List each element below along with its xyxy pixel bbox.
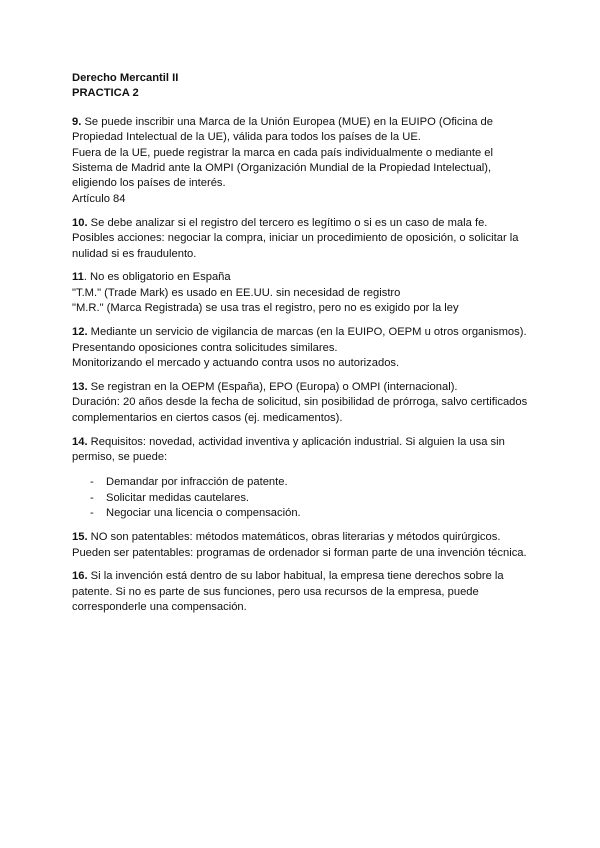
answer-text: Si la invención está dentro de su labor habitual, la empresa tiene derechos sobre la	[87, 570, 504, 583]
answer-number: 13.	[72, 380, 88, 393]
answer-text: Fuera de la UE, puede registrar la marca en cada país individualmente o mediante el	[72, 146, 494, 159]
answer-number: 11	[72, 271, 84, 284]
practice-title: PRACTICA 2	[72, 87, 139, 100]
answer-text: Monitorizando el mercado y actuando contra usos no autorizados.	[72, 357, 400, 369]
answer-number: 16.	[72, 570, 88, 583]
list-item	[72, 475, 532, 490]
answer-number: 15.	[72, 531, 88, 544]
list-item-text: Solicitar medidas cautelares.	[106, 491, 250, 504]
answer-text: nulidad si es fraudulento.	[72, 247, 197, 260]
answer-text: Presentando oposiciones contra solicitudes similares.	[72, 341, 338, 354]
answer-13	[72, 380, 532, 426]
answer-text: patente. Si no es parte de sus funciones, pero usa recursos de la empresa, puede	[72, 585, 479, 598]
answer-text: Posibles acciones: negociar la compra, iniciar un procedimiento de oposición, o solicitar la	[72, 232, 519, 245]
answer-number: 14.	[72, 435, 88, 448]
answer-text: Sistema de Madrid ante la OMPI (Organización Mundial de la Propiedad Intelectual),	[72, 162, 492, 175]
answer-text: Duración: 20 años desde la fecha de solicitud, sin posibilidad de prórroga, salvo certificados	[72, 396, 528, 409]
answer-9	[72, 115, 532, 207]
answer-text: Se debe analizar si el registro del tercero es legítimo o si es un caso de mala fe.	[87, 216, 488, 229]
document-body	[72, 71, 532, 624]
list-item	[72, 506, 532, 521]
subject-title: Derecho Mercantil II	[72, 72, 179, 84]
bullet-marker: -	[90, 507, 94, 520]
answer-text: Se registran en la OEPM (España), EPO (Europa) o OMPI (internacional).	[87, 380, 458, 393]
answer-10	[72, 216, 532, 262]
bullet-list	[72, 475, 532, 521]
answer-text: "T.M." (Trade Mark) es usado en EE.UU. sin necesidad de registro	[72, 286, 401, 299]
answer-number: 10.	[72, 216, 88, 229]
answer-text: Requisitos: novedad, actividad inventiva y aplicación industrial. Si alguien la usa sin	[87, 435, 505, 448]
answer-text: . No es obligatorio en España	[83, 271, 231, 284]
list-item	[72, 491, 532, 506]
answer-text: Propiedad Intelectual de la UE), válida para todos los países de la UE.	[72, 131, 421, 144]
answer-14	[72, 435, 532, 522]
answer-text: corresponderle una compensación.	[72, 601, 247, 614]
answer-16	[72, 569, 532, 615]
answer-text: Pueden ser patentables: programas de ordenador si forman parte de una invención técnica.	[72, 546, 527, 559]
answer-12	[72, 325, 532, 371]
bullet-marker: -	[90, 476, 94, 489]
answer-11	[72, 270, 532, 316]
answer-text: Mediante un servicio de vigilancia de marcas (en la EUIPO, OEPM u otros organismos).	[87, 326, 527, 339]
list-item-text: Negociar una licencia o compensación.	[106, 507, 301, 520]
answer-15	[72, 530, 532, 561]
answer-number: 9.	[72, 115, 82, 128]
answer-text: Se puede inscribir una Marca de la Unión Europea (MUE) en la EUIPO (Oficina de	[81, 115, 493, 128]
answer-text: "M.R." (Marca Registrada) se usa tras el registro, pero no es exigido por la ley	[72, 302, 459, 315]
bullet-marker: -	[90, 491, 94, 504]
answer-text: complementarios en ciertos casos (ej. medicamentos).	[72, 411, 343, 424]
answer-text: NO son patentables: métodos matemáticos, obras literarias y métodos quirúrgicos.	[87, 531, 501, 544]
list-item-text: Demandar por infracción de patente.	[106, 476, 288, 489]
answer-text: eligiendo los países de interés.	[72, 177, 226, 190]
answer-text: permiso, se puede:	[72, 451, 168, 464]
article-reference: Artículo 84	[72, 192, 126, 205]
answer-number: 12.	[72, 326, 88, 339]
